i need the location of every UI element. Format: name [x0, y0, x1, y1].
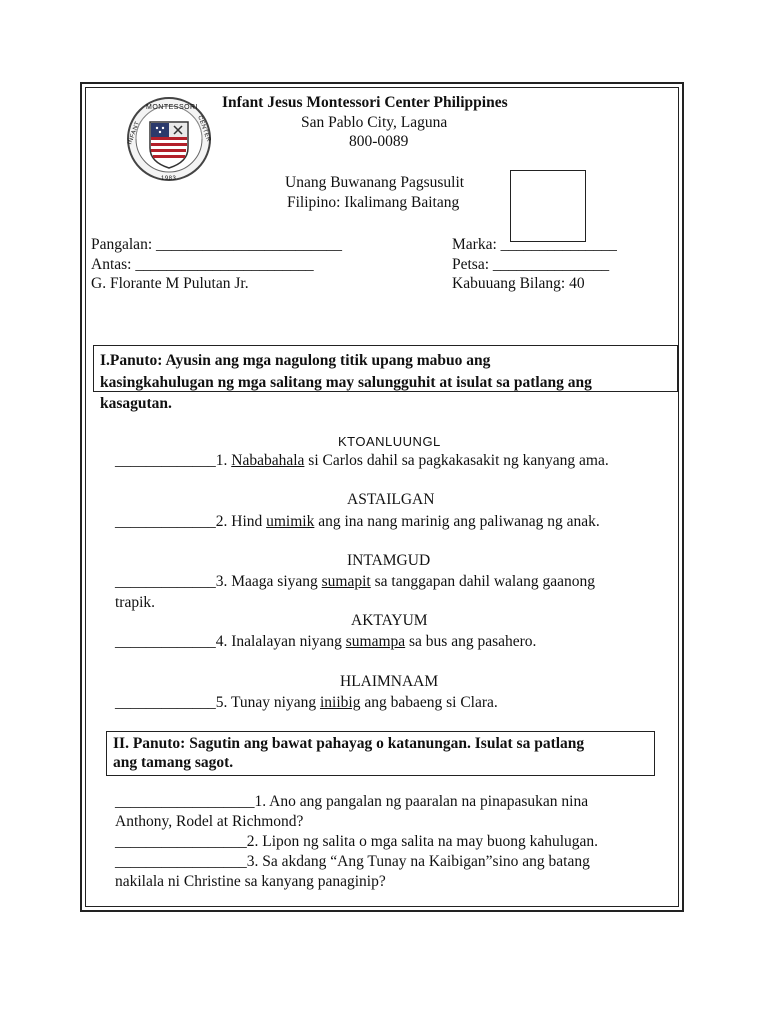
school-name: Infant Jesus Montessori Center Philippines — [222, 94, 508, 111]
answer-blank[interactable]: _____________ — [115, 573, 216, 590]
answer-blank[interactable]: _____________ — [115, 513, 216, 530]
scrambled-word-1: KTOANLUUNGL — [338, 434, 441, 449]
part1-instruction-line3: kasagutan. — [100, 395, 172, 412]
underlined-word: sumampa — [345, 633, 406, 650]
underlined-word: Nababahala — [231, 452, 305, 469]
part1-item-4 — [115, 633, 536, 651]
school-city: San Pablo City, Laguna — [301, 114, 448, 131]
item-prefix: Hind — [231, 513, 267, 530]
logo-side-text: INFANT — [127, 120, 142, 146]
exam-title: Unang Buwanang Pagsusulit — [285, 174, 465, 191]
item-number: 3. — [215, 573, 232, 590]
name-field[interactable]: Pangalan: ________________________ — [91, 236, 342, 253]
part2-question-3-line1[interactable]: _________________3. Sa akdang “Ang Tunay na Kaibigan”sino ang batang — [115, 853, 590, 870]
part1-item-3-continuation: trapik. — [115, 594, 156, 611]
exam-subject: Filipino: Ikalimang Baitang — [287, 194, 460, 211]
answer-blank[interactable]: _____________ — [115, 452, 216, 469]
scrambled-word-3: INTAMGUD — [347, 552, 431, 569]
school-phone: 800-0089 — [349, 133, 409, 150]
item-rest: si Carlos dahil sa pagkakasakit ng kanyang ama. — [304, 452, 609, 469]
item-prefix: Inalalayan niyang — [231, 633, 346, 650]
teacher-name: G. Florante M Pulutan Jr. — [91, 275, 249, 292]
date-field[interactable]: Petsa: _______________ — [452, 256, 610, 273]
item-prefix: Tunay niyang — [230, 694, 320, 711]
score-field[interactable]: Marka: _______________ — [452, 236, 617, 253]
underlined-word: umimik — [266, 513, 315, 530]
part1-item-1 — [115, 452, 609, 470]
part2-question-1-line1[interactable]: __________________1. Ano ang pangalan ng paaralan na pinapasukan nina — [115, 793, 589, 810]
logo-year: 1983 — [161, 176, 177, 182]
answer-blank[interactable]: _____________ — [115, 694, 216, 711]
part1-item-5 — [115, 694, 498, 712]
item-rest: sa tanggapan dahil walang gaanong — [370, 573, 595, 590]
score-box — [510, 170, 586, 242]
part1-item-2 — [115, 513, 600, 531]
logo-arc-text: MONTESSORI — [146, 104, 199, 111]
scrambled-word-2: ASTAILGAN — [347, 491, 435, 508]
item-number: 2. — [215, 513, 232, 530]
part2-instruction-line2: ang tamang sagot. — [113, 754, 234, 771]
total-items: Kabuuang Bilang: 40 — [452, 275, 585, 292]
scrambled-word-5: HLAIMNAAM — [340, 673, 439, 690]
item-prefix: Maaga siyang — [231, 573, 322, 590]
part1-instruction-line1: I.Panuto: Ayusin ang mga nagulong titik upang mabuo ang — [100, 352, 491, 369]
item-rest: ang ina nang marinig ang paliwanag ng anak. — [314, 513, 600, 530]
part1-item-3 — [115, 573, 595, 591]
scrambled-word-4: AKTAYUM — [351, 612, 428, 629]
item-number: 1. — [215, 452, 232, 469]
part2-instruction-line1: II. Panuto: Sagutin ang bawat pahayag o katanungan. Isulat sa patlang — [113, 735, 585, 752]
part2-question-2[interactable]: _________________2. Lipon ng salita o mga salita na may buong kahulugan. — [115, 833, 599, 850]
item-rest: ang babaeng si Clara. — [360, 694, 498, 711]
item-number: 5. — [215, 694, 231, 711]
logo-arc-text-right: CENTER — [196, 114, 212, 144]
part2-question-3-line2: nakilala ni Christine sa kanyang panaginip? — [115, 873, 386, 890]
answer-blank[interactable]: _____________ — [115, 633, 216, 650]
item-rest: sa bus ang pasahero. — [405, 633, 537, 650]
part1-instruction-line2: kasingkahulugan ng mga salitang may salungguhit at isulat sa patlang ang — [100, 374, 592, 391]
underlined-word: iniibig — [319, 694, 361, 711]
item-number: 4. — [215, 633, 232, 650]
underlined-word: sumapit — [321, 573, 371, 590]
part2-question-1-line2: Anthony, Rodel at Richmond? — [115, 813, 304, 830]
grade-field[interactable]: Antas: _______________________ — [91, 256, 314, 273]
